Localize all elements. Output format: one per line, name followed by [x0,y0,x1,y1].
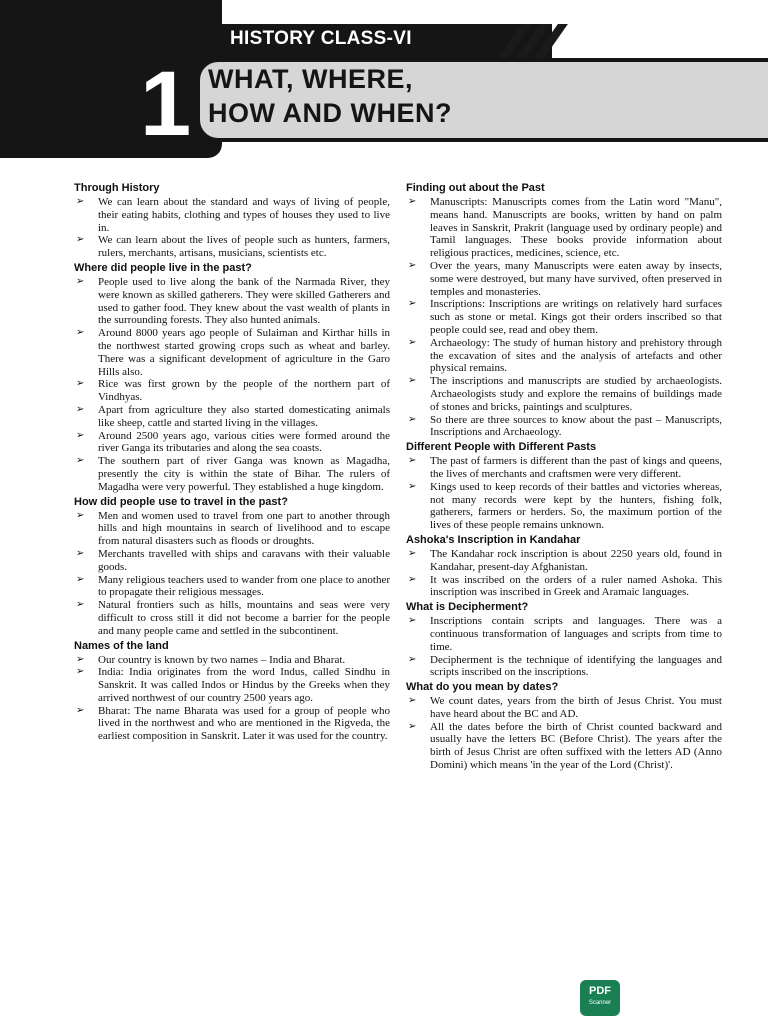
bullet-item: ➢ The Kandahar rock inscription is about 2250 years old, found in Kandahar, present-day Afghanistan. [406,548,722,574]
bullet-list [406,455,722,532]
bullet-item: ➢ Over the years, many Manuscripts were eaten away by insects, some were destroyed, but many have survived, often preserved in temples and monasteries. [406,260,722,298]
section-heading: Through History [74,182,160,194]
bullet-list [406,196,722,439]
left-column [74,180,390,743]
bullet-item: ➢ Men and women used to travel from one part to another through hills and high mountains in search of livelihood and to escape from natural disasters such as floods or droughts. [74,510,390,548]
chapter-title-line-2: HOW AND WHEN? [208,98,452,128]
bullet-list [74,510,390,638]
bullet-item: ➢ So there are three sources to know about the past – Manuscripts, Inscriptions and Archaeology. [406,414,722,440]
section-heading: Where did people live in the past? [74,261,252,274]
bullet-list [406,548,722,599]
bullet-list [74,196,390,260]
bullet-list [406,695,722,772]
chapter-title-line-1: WHAT, WHERE, [208,64,413,94]
bullet-item: ➢ All the dates before the birth of Christ counted backward and usually have the letters BC (Before Christ). The years after the birth of Jesus Christ are often suffixed with the letters AD (Anno Domini) which means 'in the year of the Lord (Christ)'. [406,721,722,772]
section-heading: What do you mean by dates? [406,681,559,694]
pdf-scanner-badge [580,980,620,1016]
bullet-item: ➢ Archaeology: The study of human history and prehistory through the excavation of sites and the analysis of artefacts and other physical remains. [406,337,722,375]
right-column [406,180,722,772]
badge-sublabel: Scanner [588,1000,612,1006]
section-heading: Ashoka's Inscription in Kandahar [406,533,581,546]
badge-label: PDF [589,985,611,997]
subject-title: HISTORY CLASS-VI [230,28,412,49]
bullet-item: ➢ Around 2500 years ago, various cities were formed around the river Ganga its tributaries and along the sea coasts. [74,430,390,456]
bullet-item: ➢ People used to live along the bank of the Narmada River, they were known as skilled gatherers. They were skilled Gatherers and used to gather food. They knew about the vast wealth of plants in the surrounding forests. They also hunted animals. [74,276,390,327]
bullet-item: ➢ The past of farmers is different than the past of kings and queens, the lives of merchants and craftsmen were very different. [406,455,722,481]
bullet-item: ➢ Bharat: The name Bharata was used for a group of people who lived in the northwest and who are mentioned in the Rigveda, the earliest composition in Sanskrit. Later it was used for the country. [74,705,390,743]
section-heading: Different People with Different Pasts [406,441,597,454]
bullet-item: ➢ The southern part of river Ganga was known as Magadha, presently the city is within the state of Bihar. The rulers of Magadha were very powerful. They established a huge kingdom. [74,455,390,493]
bullet-item: ➢ Decipherment is the technique of identifying the languages and scripts inscribed on the inscriptions. [406,654,722,680]
bullet-list [406,615,722,679]
bullet-item: ➢ Inscriptions contain scripts and languages. There was a continuous transformation of languages and scripts from time to time. [406,615,722,653]
bullet-item: ➢ Kings used to keep records of their battles and victories whereas, not many records were kept by the hunters, fishing folk, gatherers, farmers or herders. So, the maximum portion of the lives of these people remains unknown. [406,481,722,532]
bullet-item: ➢ Apart from agriculture they also started domesticating animals like sheep, cattle and started living in the villages. [74,404,390,430]
bullet-item: ➢ Inscriptions: Inscriptions are writings on relatively hard surfaces such as stone or metal. Kings got their orders inscribed so that people could see, read and obey them. [406,298,722,336]
section-heading: How did people use to travel in the past? [74,495,288,508]
bullet-item: ➢ India: India originates from the word Indus, called Sindhu in Sanskrit. It was called Indos or Hindus by the Greeks when they arrived northwest of our country 2500 years ago. [74,666,390,704]
bullet-item: ➢ Our country is known by two names – India and Bharat. [74,654,390,667]
section-heading: What is Decipherment? [406,601,529,614]
bullet-item: ➢ We can learn about the lives of people such as hunters, farmers, rulers, merchants, artisans, musicians, scientists etc. [74,234,390,260]
bullet-list [74,654,390,744]
chapter-title [208,62,748,130]
bullet-list [74,276,390,494]
bullet-item: ➢ It was inscribed on the orders of a ruler named Ashoka. This inscription was inscribed in Greek and Aramaic languages. [406,574,722,600]
bullet-item: ➢ We count dates, years from the birth of Jesus Christ. You must have heard about the BC and AD. [406,695,722,721]
bullet-item: ➢ Rice was first grown by the people of the northern part of Vindhyas. [74,378,390,404]
bullet-item: ➢ We can learn about the standard and ways of living of people, their eating habits, clothing and types of houses they used to live in. [74,196,390,234]
chapter-number: 1 [140,53,192,155]
bullet-item: ➢ Natural frontiers such as hills, mountains and seas were very difficult to cross still it did not become a barrier for the people and many people came and settled in the subcontinent. [74,599,390,637]
section-heading: Finding out about the Past [406,182,545,194]
bullet-item: ➢ Many religious teachers used to wander from one place to another to propagate their religious messages. [74,574,390,600]
bullet-item: ➢ The inscriptions and manuscripts are studied by archaeologists. Archaeologists study and explore the remains of buildings made of stones and bricks, paintings and sculptures. [406,375,722,413]
bullet-item: ➢ Around 8000 years ago people of Sulaiman and Kirthar hills in the northwest started growing crops such as wheat and barley. There was a significant development of agriculture in the Garo Hills also. [74,327,390,378]
section-heading: Names of the land [74,639,169,652]
bullet-item: ➢ Merchants travelled with ships and caravans with their valuable goods. [74,548,390,574]
bullet-item: ➢ Manuscripts: Manuscripts comes from the Latin word "Manu", means hand. Manuscripts are books, written by hand on palm leaves in Sanskrit, Prakrit (language used by ordinary people) and Tamil languages. These books provide information about religious practices, medicines, science, etc. [406,196,722,260]
